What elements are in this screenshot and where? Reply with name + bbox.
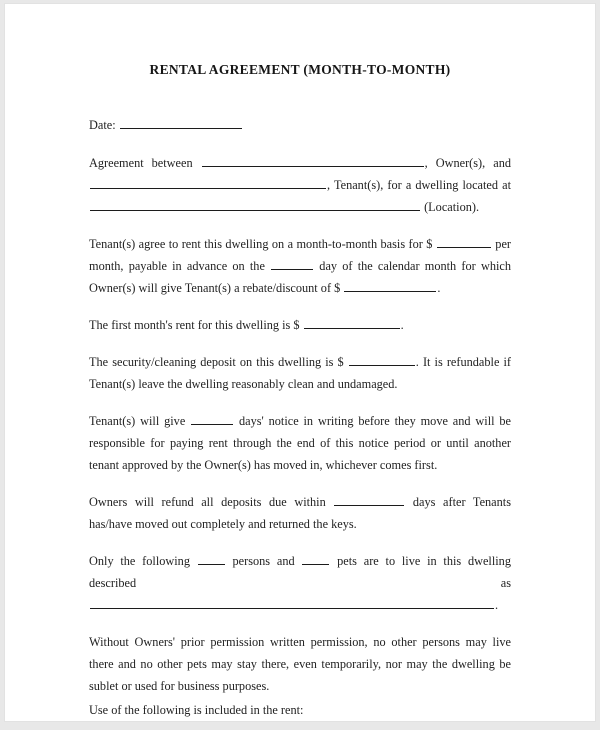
text-run: days' notice in writing before they move and will be responsible for paying rent through the end of this notice period or until another tenant approved by the Owner(s) has moved in, whichever comes first. [89, 414, 512, 472]
paragraph-security-deposit [89, 351, 511, 395]
text-run: . [495, 598, 499, 612]
fill-in-blank [304, 317, 400, 329]
fill-in-blank [302, 553, 329, 565]
paragraph-first-month-rent [89, 314, 511, 336]
text-run: (Location). [421, 200, 480, 214]
fill-in-blank [90, 177, 326, 189]
paragraph-no-other-occupants [89, 631, 511, 697]
fill-in-blank [271, 258, 313, 270]
text-run: Agreement between [89, 156, 201, 170]
text-run: persons and [225, 554, 302, 568]
text-run: per month, payable in advance on the [89, 237, 511, 273]
paragraph-parties [89, 152, 511, 218]
text-run: . [437, 281, 441, 295]
text-run: The first month's rent for this dwelling is $ [89, 318, 303, 332]
fill-in-blank [191, 413, 233, 425]
fill-in-blank [90, 199, 420, 211]
text-run: The security/cleaning deposit on this dwelling is $ [89, 355, 348, 369]
text-run: , Tenant(s), for a dwelling located at [327, 178, 511, 192]
paragraph-rent-terms [89, 233, 511, 299]
text-run: . [400, 318, 404, 332]
date-line [89, 114, 511, 136]
text-run: Without Owners' prior permission written permission, no other persons may live there and no other pets may stay there, even temporarily, nor may the dwelling be sublet or used for business purposes. [89, 635, 511, 693]
text-run: Only the following [89, 554, 197, 568]
document-title: RENTAL AGREEMENT (MONTH-TO-MONTH) [149, 62, 451, 77]
paragraph-rent-includes [89, 699, 511, 721]
fill-in-blank [202, 155, 424, 167]
text-run: Tenant(s) will give [89, 414, 191, 428]
rental-agreement-page [4, 3, 596, 722]
paragraph-move-out-notice [89, 410, 511, 476]
text-run: , Owner(s), and [424, 156, 511, 170]
fill-in-blank [120, 117, 242, 129]
text-run: days after Tenants has/have moved out completely and returned the keys. [89, 495, 511, 531]
fill-in-blank [344, 280, 436, 292]
text-run: Date: [89, 118, 119, 132]
paragraph-deposit-refund [89, 491, 511, 535]
fill-in-blank [334, 494, 404, 506]
text-run: pets are to live in this dwelling described as [89, 554, 511, 590]
text-run: Tenant(s) agree to rent this dwelling on a month-to-month basis for $ [89, 237, 436, 251]
fill-in-blank [349, 354, 415, 366]
text-run: day of the calendar month for which Owner(s) will give Tenant(s) a rebate/discount of $ [89, 259, 511, 295]
text-run: Owners will refund all deposits due within [89, 495, 334, 509]
paragraph-occupants [89, 550, 511, 616]
fill-in-blank [90, 597, 494, 609]
text-run: Use of the following is included in the rent: [89, 703, 304, 717]
fill-in-blank [437, 236, 491, 248]
fill-in-blank [198, 553, 225, 565]
text-run: . It is refundable if Tenant(s) leave the dwelling reasonably clean and undamaged. [89, 355, 511, 391]
